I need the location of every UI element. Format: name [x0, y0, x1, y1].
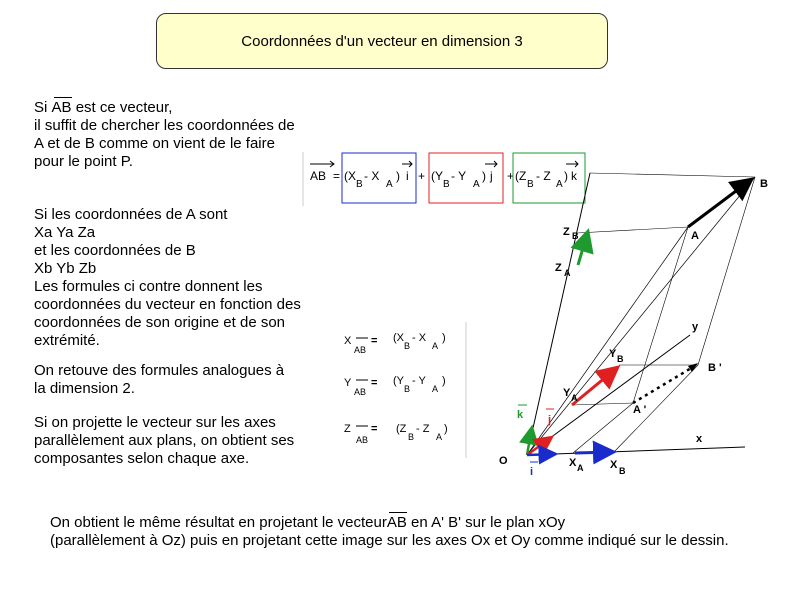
label-j: j [548, 414, 552, 426]
unit-i: i [406, 169, 409, 183]
term-x-open: (X [344, 169, 356, 183]
comp-z-rhs: (Z [396, 423, 407, 435]
term-z-close: ) [564, 169, 568, 183]
term-y-minus: - Y [451, 169, 467, 183]
z-component [578, 231, 588, 265]
term-y-sub-b: B [443, 179, 450, 190]
term-y-close: ) [482, 169, 486, 183]
term-x-close: ) [396, 169, 400, 183]
label-x-axis: x [696, 433, 703, 445]
label-yb-sub: B [617, 354, 624, 364]
comp-x-eq: = [371, 335, 378, 347]
comp-z-minus: - Z [416, 423, 430, 435]
comp-x-minus: - X [412, 332, 427, 344]
term-y-open: (Y [431, 169, 443, 183]
term-x-sub-a: A [386, 179, 393, 190]
comp-y-b: B [404, 384, 411, 394]
page-title: Coordonnées d'un vecteur en dimension 3 [241, 32, 523, 50]
label-origin: O [499, 455, 508, 467]
label-xb-sub: B [619, 466, 626, 476]
comp-y-a: A [432, 384, 439, 394]
formula-ab: AB [310, 169, 327, 183]
comp-x-sub: AB [354, 345, 367, 355]
label-za-sub: A [564, 268, 571, 278]
label-ya: Y [563, 387, 571, 399]
plus-2: + [507, 169, 515, 183]
label-yb: Y [609, 348, 617, 360]
z-axis [527, 173, 590, 455]
label-b-prime: B ' [708, 362, 722, 374]
comp-y-eq: = [371, 377, 378, 389]
comp-x-lhs: X [344, 335, 352, 347]
vector-apbp [633, 367, 693, 403]
bottom-text-2: en A' B' sur le plan xOy (parallèlement à Oz) puis en projetant cette image sur les axes Ox et Oy comme indiqué sur le dessin. [50, 514, 729, 549]
label-xa: X [569, 457, 577, 469]
comp-z-eq: = [371, 423, 378, 435]
label-y-axis: y [692, 321, 699, 333]
paragraph-projection: Si on projette le vecteur sur les axes parallèlement aux plans, on obtient ses composantes selon chaque axe. [34, 414, 295, 467]
term-y-sub-a: A [473, 179, 480, 190]
oa-line [527, 227, 688, 455]
text-si: Si [34, 99, 52, 116]
comp-z-close: ) [444, 423, 448, 435]
comp-z-sub: AB [356, 435, 369, 445]
paragraph-dimension-2: On retouve des formules analogues à la dimension 2. [34, 362, 285, 397]
comp-y-lhs: Y [344, 377, 352, 389]
label-xa-sub: A [577, 463, 584, 473]
comp-x-rhs: (X [393, 332, 404, 344]
unit-j: j [490, 169, 493, 183]
term-z-minus: - Z [536, 169, 551, 183]
term-x-sub-b: B [356, 179, 363, 190]
comp-z-lhs: Z [344, 423, 351, 435]
term-z-sub-a: A [556, 179, 563, 190]
comp-y-close: ) [442, 375, 446, 387]
label-zb: Z [563, 226, 570, 238]
x-component [575, 452, 614, 453]
bottom-text-1: On obtient le même résultat en projetant le vecteur [50, 514, 387, 531]
term-z-open: (Z [515, 169, 527, 183]
label-a: A [691, 230, 699, 242]
label-za: Z [555, 262, 562, 274]
comp-x-close: ) [442, 332, 446, 344]
plus-1: + [418, 169, 426, 183]
label-xb: X [610, 459, 618, 471]
vector-3d-diagram [490, 165, 790, 485]
label-zb-sub: B [572, 231, 579, 241]
label-a-prime: A ' [633, 404, 647, 416]
title-box [156, 13, 608, 69]
unit-k: k [571, 169, 577, 183]
vector-ab-label: AB [51, 99, 72, 116]
text-intro-rest: est ce vecteur, il suffit de chercher les coordonnées de A et de B comme on vient de le faire pour le point P. [34, 99, 295, 170]
label-b: B [760, 178, 768, 190]
x-axis [527, 447, 745, 455]
comp-x-a: A [432, 341, 439, 351]
comp-z-b: B [408, 432, 415, 442]
comp-z-a: A [436, 432, 443, 442]
paragraph-vector-intro [34, 99, 296, 171]
label-ya-sub: A [571, 393, 578, 403]
y-component [572, 367, 618, 405]
term-z-sub-b: B [527, 179, 534, 190]
label-k: k [517, 409, 524, 421]
unit-i-vector [527, 454, 556, 455]
comp-y-sub: AB [354, 387, 367, 397]
comp-y-minus: - Y [412, 375, 426, 387]
term-x-minus: - X [364, 169, 380, 183]
component-formulas [338, 322, 470, 460]
bottom-vector-ab: AB [386, 514, 407, 531]
formula-eq: = [333, 169, 341, 183]
label-i: i [530, 466, 534, 478]
paragraph-coordinates: Si les coordonnées de A sont Xa Ya Za et les coordonnées de B Xb Yb Zb Les formules ci contre donnent les coordonnées du vecteur en fonction des coordonnées de son origine et de son extrémité. [34, 206, 301, 349]
comp-y-rhs: (Y [393, 375, 404, 387]
comp-x-b: B [404, 341, 411, 351]
bottom-paragraph [50, 514, 740, 550]
